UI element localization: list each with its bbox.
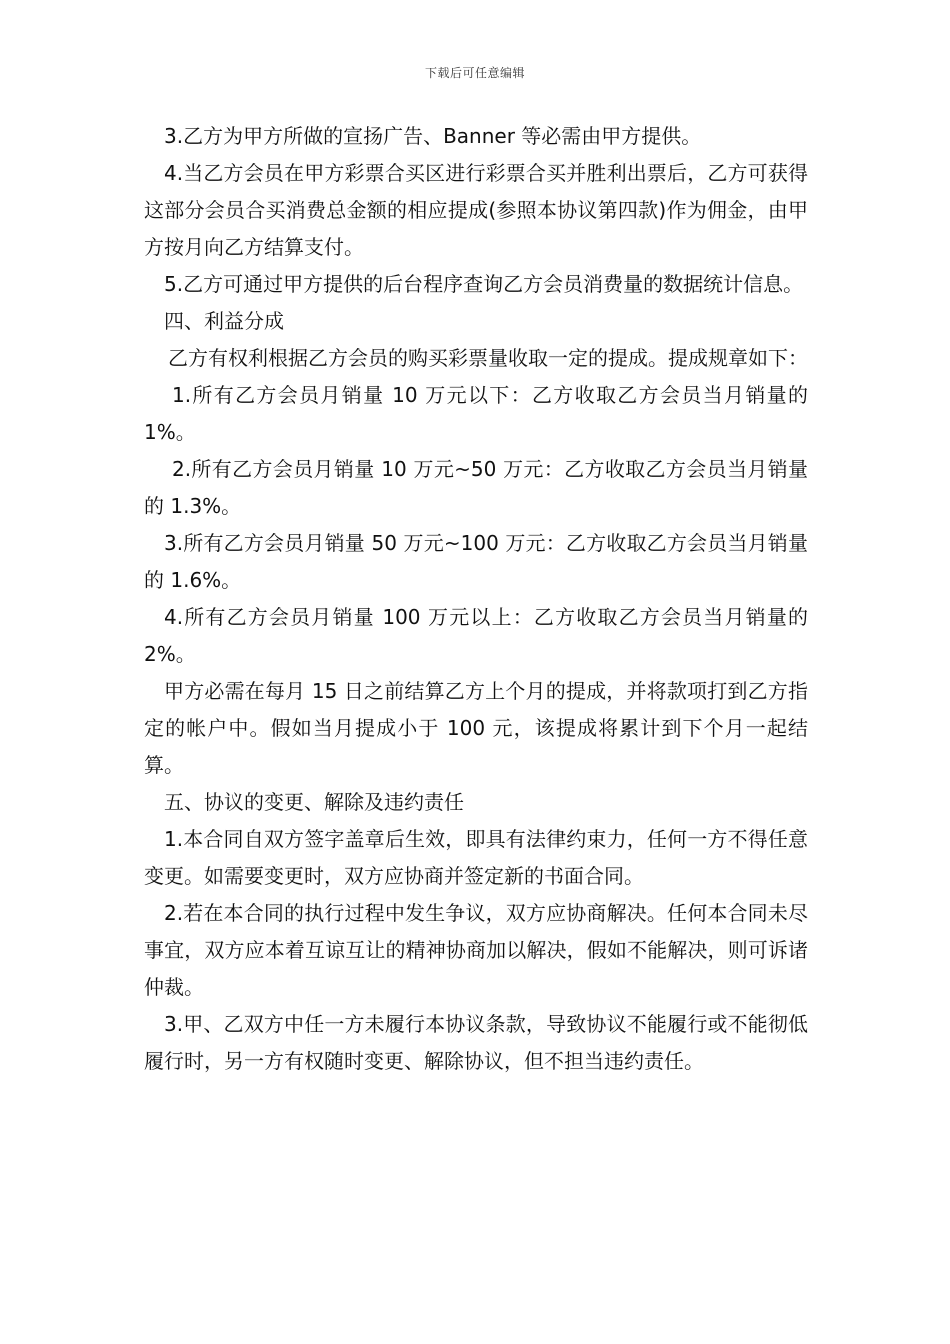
paragraph-clause-2-disputes: 2.若在本合同的执行过程中发生争议，双方应协商解决。任何本合同未尽事宜，双方应本着互谅互让的精神协商加以解决，假如不能解决，则可诉诸仲裁。 xyxy=(144,901,808,999)
paragraph-clause-3-ads: 3.乙方为甲方所做的宣扬广告、Banner 等必需由甲方提供。 xyxy=(164,124,702,148)
paragraph-clause-1-effect: 1.本合同自双方签字盖章后生效，即具有法律约束力，任何一方不得任意变更。如需要变更时，双方应协商并签定新的书面合同。 xyxy=(144,827,808,888)
paragraph-rate-tier-3: 3.所有乙方会员月销量 50 万元~100 万元：乙方收取乙方会员当月销量的 1.6%。 xyxy=(144,531,808,592)
paragraph-clause-4-commission: 4.当乙方会员在甲方彩票合买区进行彩票合买并胜利出票后，乙方可获得这部分会员合买消费总金额的相应提成(参照本协议第四款)作为佣金，由甲方按月向乙方结算支付。 xyxy=(144,161,808,259)
paragraph-clause-3-termination: 3.甲、乙双方中任一方未履行本协议条款，导致协议不能履行或不能彻低履行时，另一方有权随时变更、解除协议，但不担当违约责任。 xyxy=(144,1012,808,1073)
paragraph-profit-sharing-intro: 乙方有权利根据乙方会员的购买彩票量收取一定的提成。提成规章如下： xyxy=(168,346,808,370)
paragraph-rate-tier-1: 1.所有乙方会员月销量 10 万元以下：乙方收取乙方会员当月销量的 1%。 xyxy=(144,383,808,444)
page-header: 下载后可任意编辑 xyxy=(424,66,525,80)
document-body xyxy=(144,118,808,1080)
section-heading-profit-sharing: 四、利益分成 xyxy=(164,309,284,333)
paragraph-rate-tier-4: 4.所有乙方会员月销量 100 万元以上：乙方收取乙方会员当月销量的 2%。 xyxy=(144,605,808,666)
section-heading-changes-and-liability: 五、协议的变更、解除及违约责任 xyxy=(164,790,464,814)
paragraph-rate-tier-2: 2.所有乙方会员月销量 10 万元~50 万元：乙方收取乙方会员当月销量的 1.3%。 xyxy=(144,457,808,518)
paragraph-clause-5-statistics: 5.乙方可通过甲方提供的后台程序查询乙方会员消费量的数据统计信息。 xyxy=(164,272,804,296)
paragraph-settlement: 甲方必需在每月 15 日之前结算乙方上个月的提成，并将款项打到乙方指定的帐户中。假如当月提成小于 100 元，该提成将累计到下个月一起结算。 xyxy=(144,679,808,777)
